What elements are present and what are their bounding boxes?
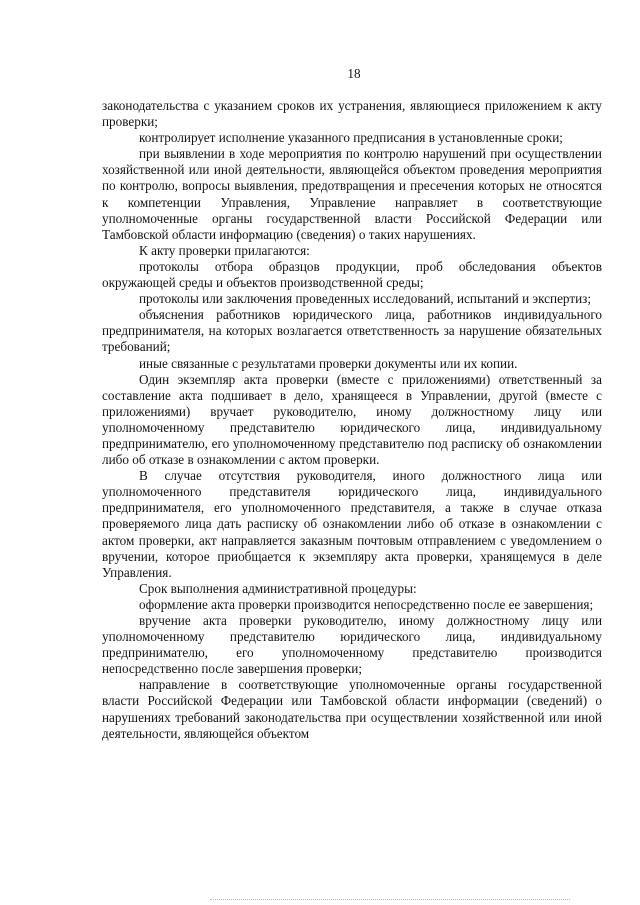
paragraph: законодательства с указанием сроков их устранения, являющиеся приложением к акту проверки; [102,98,602,130]
paragraph: при выявлении в ходе мероприятия по контролю нарушений при осуществлении хозяйственной или иной деятельности, являющейся объектом проведения мероприятия по контролю, вопросы выявления, предотвращения и пресечения которых не относятся к компетенции Управления, Управление направляет в соответствующие уполномоченные органы государственной власти Российской Федерации или Тамбовской области информацию (сведения) о таких нарушениях. [102,146,602,242]
paragraph: протоколы отбора образцов продукции, проб обследования объектов окружающей среды и объектов производственной среды; [102,258,602,291]
paragraph: объяснения работников юридического лица, работников индивидуального предпринимателя, на которых возлагается ответственность за нарушение обязательных требований; [102,307,602,355]
paragraph: вручение акта проверки руководителю, иному должностному лицу или уполномоченному представителю юридического лица, индивидуальному предпринимателю, его уполномоченному представителю производится непосредственно после завершения проверки; [102,613,602,677]
paragraph: протоколы или заключения проведенных исследований, испытаний и экспертиз; [139,291,592,307]
paragraph: Один экземпляр акта проверки (вместе с приложениями) ответственный за составление акта подшивает в дело, хранящееся в Управлении, другой (вместе с приложениями) вручает руководителю, иному должностному лицу или уполномоченному представителю юридического лица, индивидуальному предпринимателю, его уполномоченному представителю под расписку об ознакомлении либо об отказе в ознакомлении с актом проверки. [102,371,602,468]
paragraph: К акту проверки прилагаются: [139,242,310,258]
paragraph: направление в соответствующие уполномоченные органы государственной власти Российской Федерации или Тамбовской области информации (сведений) о нарушениях требований законодательства при осуществлении хозяйственной или иной деятельности, являющейся объектом [102,677,602,741]
paragraph: иные связанные с результатами проверки документы или их копии. [139,355,518,371]
paragraph: В случае отсутствия руководителя, иного должностного лица или уполномоченного представителя юридического лица, индивидуального предпринимателя, его уполномоченного представителя, а также в случае отказа проверяемого лица дать расписку об ознакомлении либо об отказе в ознакомлении с актом проверки, акт направляется заказным почтовым отправлением с уведомлением о вручении, которое приобщается к экземпляру акта проверки, хранящемуся в деле Управления. [102,468,602,580]
page-number: 18 [347,66,361,81]
scan-artifact-line [210,899,570,903]
paragraph: контролирует исполнение указанного предписания в установленные сроки; [139,130,563,146]
paragraph: Срок выполнения административной процедуры: [139,580,417,596]
paragraph: оформление акта проверки производится непосредственно после ее завершения; [139,596,594,612]
document-body [102,98,602,742]
